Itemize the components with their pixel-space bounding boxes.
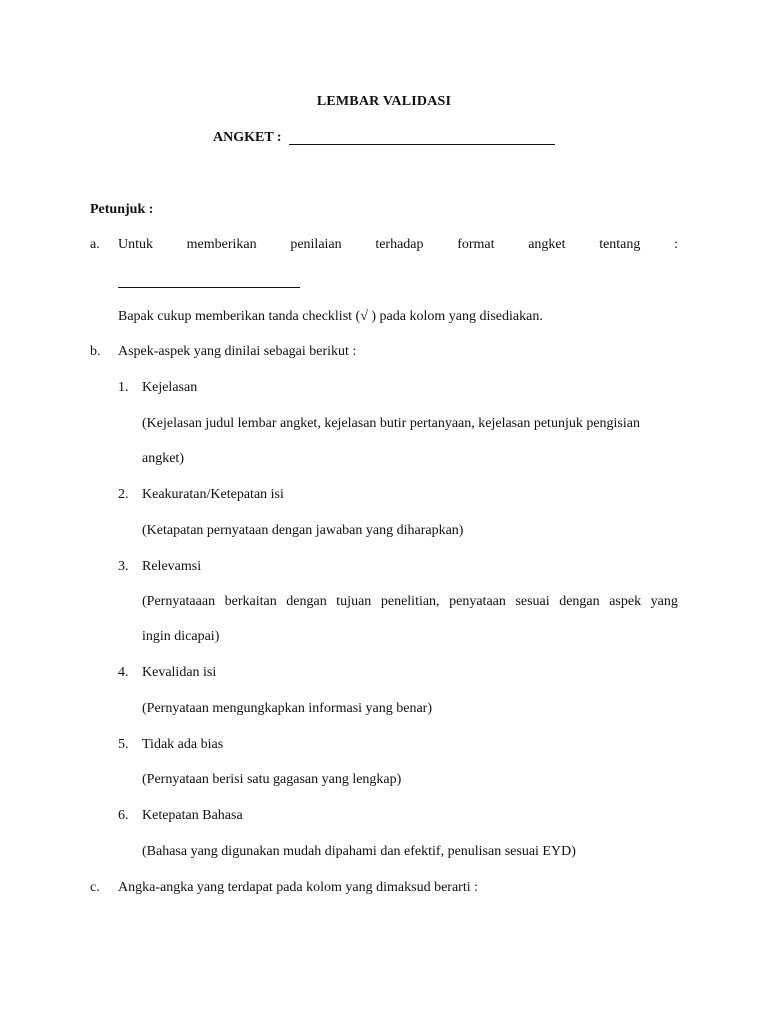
item-a-line1 (118, 236, 678, 254)
aspect-name: Tidak ada bias (142, 737, 224, 752)
item-c-text: Angka-angka yang terdapat pada kolom yang dimaksud berarti : (118, 880, 478, 895)
item-a-word: penilaian (290, 237, 342, 252)
aspect-description-word: penelitian, (380, 594, 440, 609)
aspect-description-word: (Pernyataaan (142, 594, 216, 609)
aspect-description-word: yang (650, 594, 678, 609)
aspect-description-cont: angket) (142, 451, 184, 466)
aspect-name: Relevamsi (142, 559, 202, 574)
item-a-word: terhadap (375, 237, 424, 252)
aspect-description-word: penyataan (449, 594, 506, 609)
aspect-description: (Pernyataan berisi satu gagasan yang lengkap) (142, 772, 402, 787)
item-b-text: Aspek-aspek yang dinilai sebagai berikut : (118, 344, 357, 359)
aspect-number: 2. (118, 487, 129, 502)
aspect-name: Ketepatan Bahasa (142, 808, 243, 823)
item-a-word: tentang (599, 237, 641, 252)
item-a-line2: Bapak cukup memberikan tanda checklist (√ ) pada kolom yang disediakan. (118, 309, 543, 324)
aspect-description-cont: ingin dicapai) (142, 629, 220, 644)
aspect-number: 6. (118, 808, 129, 823)
aspect-name: Kejelasan (142, 380, 198, 395)
aspect-number: 1. (118, 380, 129, 395)
aspect-description-word: sesuai (515, 594, 550, 609)
petunjuk-heading: Petunjuk : (90, 202, 154, 217)
aspect-description-word: tujuan (336, 594, 372, 609)
angket-label: ANGKET : (213, 130, 282, 145)
aspect-description-word: dengan (559, 594, 600, 609)
angket-blank-line (289, 144, 555, 145)
aspect-description: (Pernyataan mengungkapkan informasi yang benar) (142, 701, 433, 716)
item-b-marker: b. (90, 344, 101, 359)
page-title: LEMBAR VALIDASI (316, 94, 452, 109)
aspect-description-word: berkaitan (224, 594, 277, 609)
item-a-word: format (457, 237, 495, 252)
aspect-name: Kevalidan isi (142, 665, 217, 680)
aspect-description: (Ketapatan pernyataan dengan jawaban yang diharapkan) (142, 523, 464, 538)
aspect-description (142, 593, 678, 611)
item-a-word: memberikan (186, 237, 257, 252)
aspect-name: Keakuratan/Ketepatan isi (142, 487, 284, 502)
aspect-number: 5. (118, 737, 129, 752)
item-a-blank-line (118, 287, 300, 288)
item-c-marker: c. (90, 880, 100, 895)
aspect-description-word: aspek (609, 594, 642, 609)
aspect-number: 4. (118, 665, 129, 680)
aspect-number: 3. (118, 559, 129, 574)
aspect-description: (Bahasa yang digunakan mudah dipahami dan efektif, penulisan sesuai EYD) (142, 844, 576, 859)
aspect-description: (Kejelasan judul lembar angket, kejelasan butir pertanyaan, kejelasan petunjuk pengisian (142, 416, 640, 431)
item-a-word: : (674, 237, 678, 252)
item-a-word: angket (528, 237, 566, 252)
item-a-word: Untuk (118, 237, 153, 252)
aspect-description-word: dengan (286, 594, 327, 609)
item-a-marker: a. (90, 237, 100, 252)
